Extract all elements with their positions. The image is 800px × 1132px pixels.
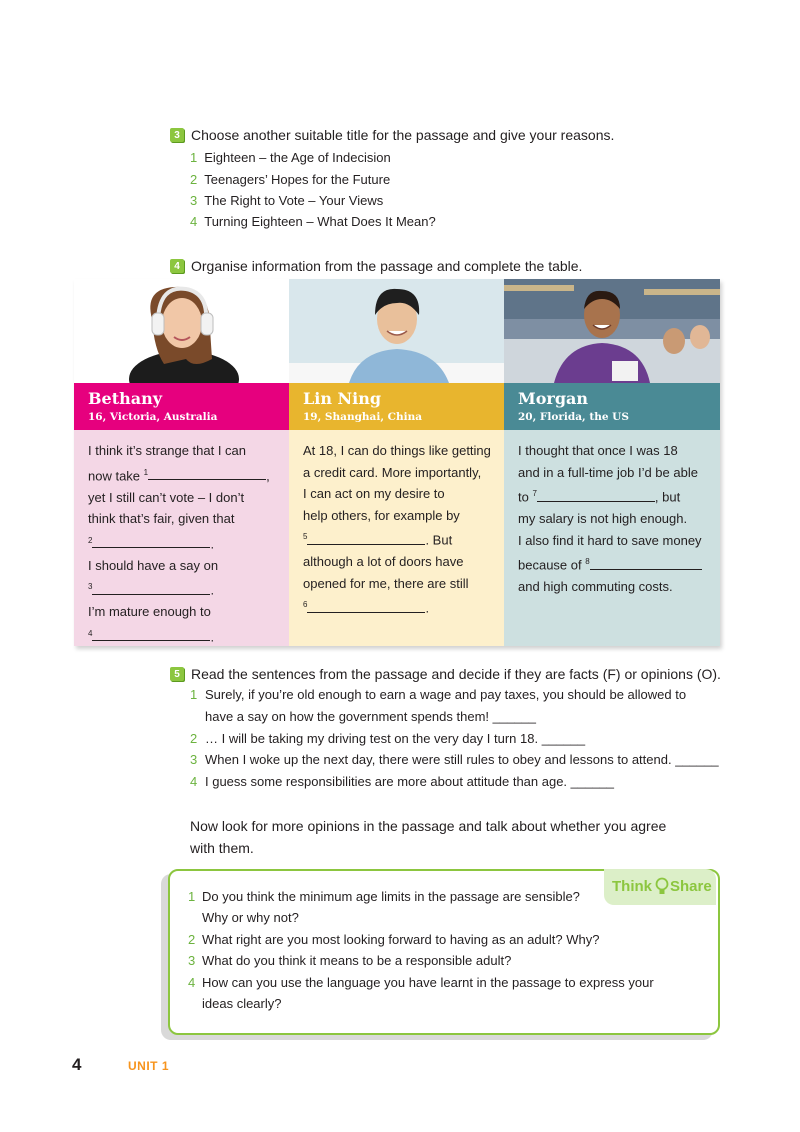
profile-quote: [74, 430, 289, 646]
profile-name: Lin Ning: [303, 389, 382, 408]
blank-number: 3: [88, 582, 93, 592]
profiles-table: [74, 279, 720, 646]
quote-line: I can act on my desire to: [303, 486, 445, 502]
profile-quote: [289, 430, 504, 646]
sentence-item: 1 Surely, if you’re old enough to earn a wage and pay taxes, you should be allowed to have a say on how the government spends them! ______: [190, 687, 687, 724]
sentence-item: 4 I guess some responsibilities are more about attitude than age. ______: [190, 774, 615, 789]
quote-line: my salary is not high enough.: [518, 511, 688, 527]
profile-details: 16, Victoria, Australia: [88, 411, 218, 423]
title-option: 1 Eighteen – the Age of Indecision: [190, 150, 391, 165]
exercise-5-heading: [170, 666, 721, 682]
profile-details: 19, Shanghai, China: [303, 411, 423, 423]
profile-column-morgan: [504, 279, 720, 646]
quote-line: a credit card. More importantly,: [303, 464, 482, 480]
quote-line: because of $^8$: [518, 551, 714, 576]
discussion-question: 3 What do you think it means to be a responsible adult?: [188, 953, 512, 968]
profile-name: Morgan: [518, 389, 588, 408]
blank-number: 2: [88, 535, 93, 545]
answer-blank[interactable]: [537, 489, 655, 502]
quote-line: although a lot of doors have: [303, 554, 464, 570]
quote-line: I also find it hard to save money: [518, 532, 702, 548]
bethany-photo: [74, 279, 289, 383]
quote-line: to $^7$ , but: [518, 489, 681, 505]
answer-blank[interactable]: [148, 467, 266, 480]
discussion-question: 2 What right are you most looking forward to having as an adult? Why?: [188, 932, 600, 947]
discussion-question: 4 How can you use the language you have learnt in the passage to express your ideas clearly?: [188, 975, 654, 1012]
quote-line: $^6$ .: [303, 600, 430, 616]
profile-header: [504, 383, 720, 430]
quote-line: $^5$ . But: [303, 532, 453, 548]
unit-label: UNIT 1: [128, 1059, 170, 1073]
profile-quote: [504, 430, 720, 646]
quote-line: yet I still can’t vote – I don’t: [88, 489, 245, 505]
quote-line: $^4$ .: [88, 628, 215, 645]
answer-blank[interactable]: [307, 532, 425, 545]
quote-line: I thought that once I was 18: [518, 443, 678, 458]
morgan-photo: [504, 279, 720, 383]
lin-ning-photo: [289, 279, 504, 383]
exercise-3-heading: [170, 127, 614, 143]
exercise-3-instruction: Choose another suitable title for the passage and give your reasons.: [191, 127, 615, 143]
exercise-4-heading: [170, 258, 582, 274]
sentence-item: 2 … I will be taking my driving test on the very day I turn 18. ______: [190, 731, 586, 746]
quote-line: I’m mature enough to: [88, 604, 211, 620]
profile-column-lin-ning: [289, 279, 504, 646]
profile-header: [289, 383, 504, 430]
quote-line: $^2$ .: [88, 535, 215, 552]
profile-name: Bethany: [88, 389, 163, 408]
answer-blank[interactable]: [590, 557, 702, 570]
followup-instruction: Now look for more opinions in the passage and talk about whether you agree with them.: [190, 818, 667, 856]
sentence-item: 3 When I woke up the next day, there were still rules to obey and lessons to attend. ______: [190, 752, 719, 767]
quote-line: At 18, I can do things like getting: [303, 443, 491, 458]
quote-line: $^3$ .: [88, 582, 215, 598]
title-option: 3 The Right to Vote – Your Views: [190, 193, 384, 208]
exercise-5-instruction: Read the sentences from the passage and decide if they are facts (F) or opinions (O).: [191, 666, 721, 682]
title-option: 4 Turning Eighteen – What Does It Mean?: [190, 214, 436, 229]
quote-line: and in a full-time job I’d be able: [518, 464, 698, 480]
quote-line: think that’s fair, given that: [88, 511, 235, 527]
title-option: 2 Teenagers’ Hopes for the Future: [190, 172, 391, 187]
blank-number: 8: [585, 557, 590, 567]
quote-line: help others, for example by: [303, 507, 460, 523]
quote-line: and high commuting costs.: [518, 579, 673, 595]
quote-line: I should have a say on: [88, 557, 219, 573]
blank-number: 1: [143, 467, 149, 477]
share-label: Share: [670, 878, 712, 895]
answer-blank[interactable]: [307, 600, 425, 613]
blank-number: 6: [303, 600, 308, 610]
quote-line: now take $^1$ ,: [88, 467, 270, 483]
think-label: Think: [612, 878, 652, 895]
exercise-number-badge: 3: [170, 128, 184, 142]
answer-blank[interactable]: [92, 582, 210, 595]
blank-number: 5: [303, 532, 308, 542]
answer-blank[interactable]: [92, 628, 210, 641]
exercise-number-badge: 5: [170, 667, 184, 681]
profile-column-bethany: [74, 279, 289, 646]
quote-line: opened for me, there are still: [303, 575, 469, 591]
exercise-number-badge: 4: [170, 259, 184, 273]
exercise-4-instruction: Organise information from the passage and complete the table.: [191, 258, 583, 274]
page-number: 4: [72, 1055, 82, 1074]
profile-details: 20, Florida, the US: [518, 411, 629, 423]
blank-number: 4: [88, 628, 93, 638]
answer-blank[interactable]: [92, 535, 210, 548]
profile-header: [74, 383, 289, 430]
blank-number: 7: [532, 489, 537, 499]
discussion-question: 1 Do you think the minimum age limits in the passage are sensible? Why or why not?: [188, 889, 580, 926]
quote-line: I think it’s strange that I can: [88, 443, 247, 458]
